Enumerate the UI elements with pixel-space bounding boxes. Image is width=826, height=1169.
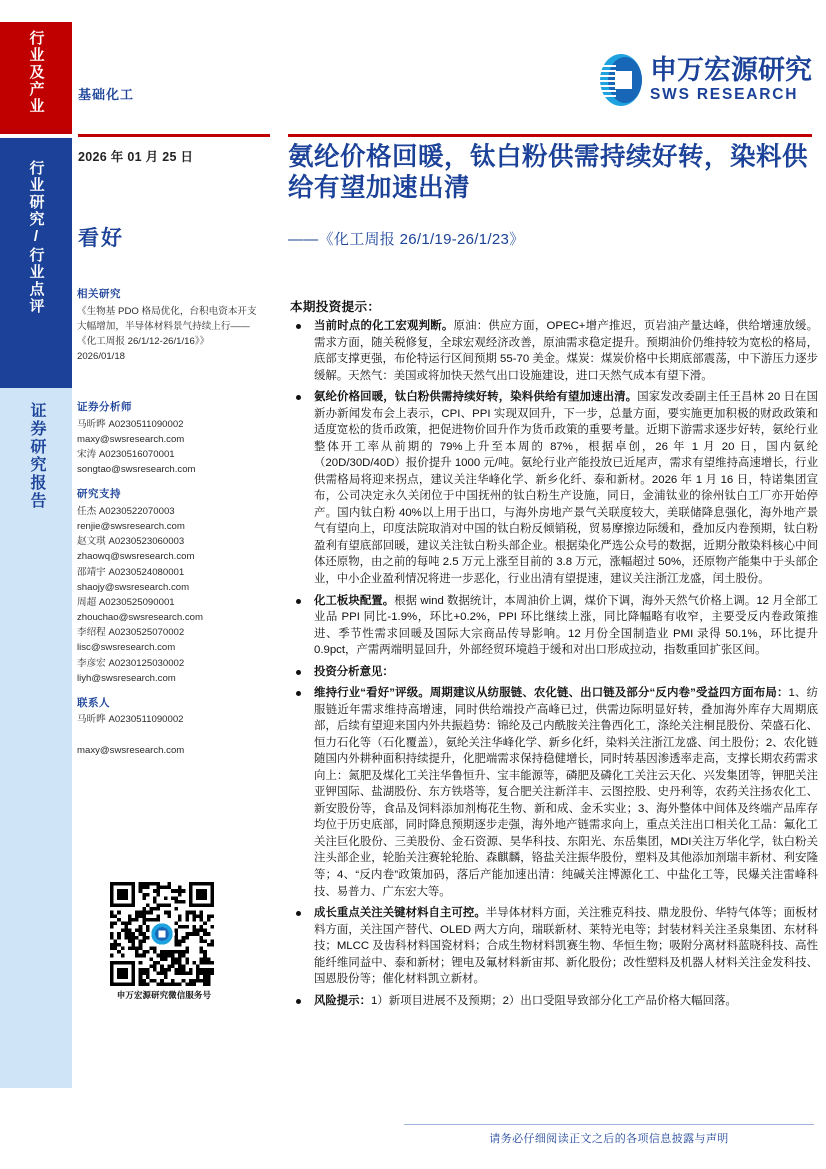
rating-badge: 看好 bbox=[78, 227, 124, 250]
contact-line bbox=[77, 728, 273, 743]
highlight-lead: 化工板块配置。 bbox=[314, 594, 395, 607]
highlight-body: 原油：供应方面，OPEC+增产推迟，页岩油产量达峰，供给增速放缓。需求方面，随关税修复，全球宏观经济改善，原油需求稳定提升。预期油价仍维持较为宽松的格局，底部支撑更强，布伦特运行区间预期 55-70 美金。煤炭：煤炭价格中长期底部震荡，中下游压力逐步缓解。天然气：美国或将加快天然气出口设施建设，进口天然气成本有望下滑。 bbox=[314, 320, 818, 382]
report-band bbox=[0, 388, 72, 1088]
highlight-item bbox=[290, 389, 818, 587]
support-list bbox=[77, 504, 273, 686]
highlight-item bbox=[290, 664, 818, 681]
support-line: zhaowq@swsresearch.com bbox=[77, 551, 195, 563]
highlight-item bbox=[290, 318, 818, 384]
contact-list bbox=[77, 712, 273, 757]
highlights-heading: 本期投资提示： bbox=[290, 300, 381, 314]
highlight-item bbox=[290, 905, 818, 988]
logo-cn-text: 申万宏源研究 bbox=[650, 55, 812, 86]
support-line: liyh@swsresearch.com bbox=[77, 672, 176, 684]
sidebar-meta bbox=[77, 286, 273, 767]
support-line: 赵文琪 A0230523060003 bbox=[77, 536, 185, 548]
highlight-body: 1、纺服链近年需求维持高增速，同时供给端投产高峰已过，供需边际明显好转，叠加海外库存大周期底部，后续有望迎来国内外共振趋势：锦纶及己内酰胺关注鲁西化工，涤纶关注桐昆股份、荣盛石化、恒力石化等（石化覆盖），氨纶关注华峰化学、新乡化纤，染料关注浙江龙盛、闰土股份；2、农化链随国内外耕种面积持续提升，化肥端需求保持稳健增长，同时转基因渗透率走高，支撑长期农药需求向上：氮肥及煤化工关注华鲁恒升、宝丰能源等，磷肥及磷化工关注云天化、兴发集团等，钾肥关注亚钾国际、盐湖股份、东方铁塔等，复合肥关注新洋丰、云图控股、史丹利等，农药关注扬农化工、新安股份等，食品及饲料添加剂梅花生物、新和成、金禾实业；3、海外整体中间体及终端产品库存均位于历史底部，同时降息预期逐步走强，海外地产链需求向上，重点关注出口相关化工品：氟化工关注巨化股份、三美股份、金石资源、昊华科技、东阳光、东岳集团，MDI关注万华化学，钛白粉关注头部企业，轮胎关注赛轮轮胎、森麒麟，铬盐关注振华股份，塑料及其他添加剂瑞丰新材、利安隆等；4、“反内卷”政策加码，落后产能加速出清：纯碱关注博源化工、中盐化工等，民爆关注雷峰科技、易普力、广东宏大等。 bbox=[314, 687, 818, 898]
highlight-item bbox=[290, 993, 818, 1010]
header-rule-left bbox=[78, 134, 270, 137]
industry-band bbox=[0, 22, 72, 134]
highlights-list bbox=[290, 318, 818, 1014]
page-title: 氨纶价格回暖，钛白粉供需持续好转，染料供给有望加速出清 bbox=[288, 143, 809, 203]
support-line: zhouchao@swsresearch.com bbox=[77, 612, 203, 624]
analyst-line: songtao@swsresearch.com bbox=[77, 464, 196, 476]
research-band-label: 行业研究/行业点评 bbox=[27, 160, 45, 315]
highlight-lead: 成长重点关注关键材料自主可控。 bbox=[314, 907, 486, 920]
related-research-line: 《生物基 PDO 格局优化，台积电资本开支 bbox=[77, 305, 257, 317]
footer-divider bbox=[404, 1124, 814, 1125]
support-heading: 研究支持 bbox=[77, 488, 121, 501]
contact-line: maxy@swsresearch.com bbox=[77, 744, 185, 756]
highlight-body: 国家发改委副主任王昌林 20 日在国新办新闻发布会上表示，CPI、PPI 实现双回升，下一步，总量方面，要实施更加积极的财政政策和适度宽松的货币政策，把促进物价回升作为货币政策的重要考量。近期下游需求逐步好转，氨纶行业整体开工率从前期的 79%上升至本周的 87%，根据卓创，26 年 1 月 20 日，国内氨纶（20D/30D/40D）报价提升 1000 元/吨。氨纶行业产能投放已近尾声，需求有望维持高速增长，行业供需格局将迎来拐点，建议关注华峰化学、新乡化纤、泰和新材。2026 年 1 月 16 日，特诺集团宣布，公司决定永久关闭位于中国抚州的钛白粉生产设施，同日，金浦钛业的徐州钛白工厂亦开始停产。国内钛白粉 40%以上用于出口，与海外房地产景气关联度较大，美联储降息强化，海外地产景气有望向上，印度法院取消对中国的钛白粉反倾销税，贸易摩擦边际缓和，叠加反内卷预期，钛白粉盈利有望底部回暖，建议关注钛白粉头部企业。根据染化严选公众号的数据，近期分散染料核心中间体还原物，由之前的每吨 2.5 万元上涨至目前的 3.8 万元，涨幅超过 50%，还原物产能集中于头部企业，中小企业盈利情况将进一步恶化，行业出清有望提速，建议关注浙江龙盛，闰土股份。 bbox=[314, 391, 818, 585]
support-line: 周超 A0230525090001 bbox=[77, 596, 175, 608]
support-block bbox=[77, 486, 273, 685]
analysts-heading: 证券分析师 bbox=[77, 401, 132, 414]
brand-logo bbox=[598, 52, 812, 108]
qr-caption: 申万宏源研究微信服务号 bbox=[116, 990, 212, 1000]
highlight-lead: 投资分析意见： bbox=[314, 665, 394, 678]
support-line: 任杰 A0230522070003 bbox=[77, 505, 175, 517]
support-line: 邵靖宇 A0230524080001 bbox=[77, 566, 185, 578]
support-line: renjie@swsresearch.com bbox=[77, 521, 185, 533]
highlight-body: 1）新项目进展不及预期；2）出口受阻导致部分化工产品价格大幅回落。 bbox=[370, 994, 737, 1007]
contact-line: 马昕晔 A0230511090002 bbox=[77, 714, 184, 726]
contact-heading: 联系人 bbox=[77, 696, 110, 709]
related-research-line: 2026/01/18 bbox=[77, 351, 126, 363]
analyst-line: 宋涛 A0230516070001 bbox=[77, 449, 175, 461]
qr-code-icon[interactable] bbox=[110, 882, 214, 986]
highlight-body: 根据 wind 数据统计，本周油价上调，煤价下调，海外天然气价格上调。12 月全部工业品 PPI 同比-1.9%，环比+0.2%，PPI 环比继续上涨，同比降幅略有收窄，主要受反内卷政策推进、季节性需求回暖及国际大宗商品传导影响。12 月份全国制造业 PMI 录得 50.1%，环比提升 0.9pct，产需两端明显回升，外部经贸环境趋于缓和对出口形成拉动，指数重回扩张区间。 bbox=[314, 594, 818, 657]
support-line: lisc@swsresearch.com bbox=[77, 642, 176, 654]
related-research-list bbox=[77, 304, 273, 365]
sector-name: 基础化工 bbox=[78, 87, 135, 102]
related-research-heading: 相关研究 bbox=[77, 288, 121, 300]
highlight-lead: 维持行业“看好”评级。周期建议从纺服链、农化链、出口链及部分“反内卷”受益四方面布局： bbox=[314, 687, 789, 700]
sws-ring-logo-icon bbox=[598, 52, 644, 108]
highlight-item bbox=[290, 593, 818, 659]
related-research-line: 《化工周报 26/1/12-26/1/16》》 bbox=[77, 335, 210, 347]
analyst-line: maxy@swsresearch.com bbox=[77, 433, 185, 445]
logo-en-text: SWS RESEARCH bbox=[650, 86, 799, 104]
highlight-item bbox=[290, 685, 818, 900]
industry-band-label: 行业及产业 bbox=[27, 30, 45, 115]
highlight-lead: 氨纶价格回暖，钛白粉供需持续好转，染料供给有望加速出清。 bbox=[314, 391, 638, 404]
analyst-line: 马昕晔 A0230511090002 bbox=[77, 418, 184, 430]
support-line: shaojy@swsresearch.com bbox=[77, 581, 190, 593]
header-rule-right bbox=[288, 134, 812, 137]
highlight-lead: 当前时点的化工宏观判断。 bbox=[314, 320, 454, 332]
contact-block bbox=[77, 695, 273, 758]
page-subtitle: ——《化工周报 26/1/19-26/1/23》 bbox=[288, 231, 525, 248]
analysts-block bbox=[77, 399, 273, 477]
analysts-list bbox=[77, 417, 273, 478]
support-line: 李绍程 A0230525070002 bbox=[77, 627, 185, 639]
related-research-block bbox=[77, 286, 273, 364]
research-band bbox=[0, 138, 72, 388]
related-research-line: 大幅增加，半导体材料景气持续上行—— bbox=[77, 320, 250, 332]
spacer bbox=[77, 373, 273, 399]
publish-date: 2026 年 01 月 25 日 bbox=[78, 150, 194, 164]
footer-disclaimer: 请务必仔细阅读正文之后的各项信息披露与声明 bbox=[489, 1133, 729, 1145]
report-band-label: 证券研究报告 bbox=[28, 402, 45, 510]
highlight-lead: 风险提示： bbox=[314, 994, 371, 1007]
wechat-qr-block bbox=[110, 882, 218, 1001]
highlight-body: 半导体材料方面，关注雅克科技、鼎龙股份、华特气体等；面板材料方面，关注国产替代、OLED 两大方向，瑞联新材、莱特光电等；封装材料关注圣泉集团、东材科技；MLCC 及齿科材料国瓷材料；合成生物材料凯赛生物、华恒生物；吸附分离材料蓝晓科技、高性能纤维同益中、泰和新材；锂电及氟材料新宙邦、新化股份；改性塑料及机器人材料关注金发科技、国恩股份等；催化材料凯立新材。 bbox=[314, 907, 818, 986]
support-line: 李彦宏 A0230125030002 bbox=[77, 657, 185, 669]
